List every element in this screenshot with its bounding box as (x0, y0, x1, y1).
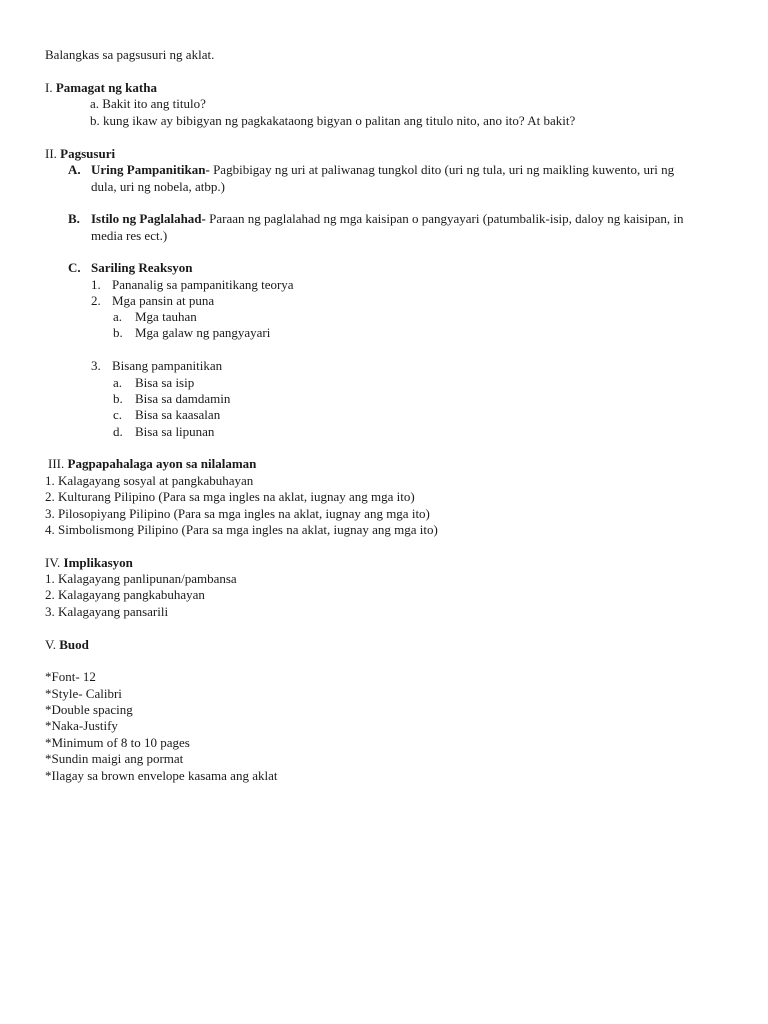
document-title: Balangkas sa pagsusuri ng aklat. (45, 47, 215, 62)
sub-list-item (113, 391, 230, 407)
list-item (91, 358, 222, 374)
section-3-item: 4. Simbolismong Pilipino (Para sa mga ingles na aklat, iugnay ang mga ito) (45, 522, 438, 537)
item-a-title: Uring Pampanitikan- (91, 162, 210, 177)
sub-list-marker: a. (113, 309, 123, 324)
list-marker: 3. (91, 358, 101, 373)
sub-list-text: Bisa sa damdamin (135, 391, 231, 406)
section-1-item: a. Bakit ito ang titulo? (90, 96, 206, 111)
note-line: *Style- Calibri (45, 686, 122, 701)
item-b-marker: B. (68, 211, 80, 226)
section-5-heading (45, 637, 89, 653)
list-marker: 2. (91, 293, 101, 308)
note-line: *Font- 12 (45, 669, 96, 684)
item-a-marker: A. (68, 162, 81, 177)
sub-list-item (113, 424, 214, 440)
sub-list-text: Mga galaw ng pangyayari (135, 325, 271, 340)
item-b-line-2: media res ect.) (91, 228, 168, 243)
sub-list-text: Bisa sa kaasalan (135, 407, 221, 422)
section-1-title: Pamagat ng katha (55, 80, 157, 95)
section-2-title: Pagsusuri (60, 146, 116, 161)
item-a-line-1 (91, 162, 674, 178)
item-a-line-2: dula, uri ng nobela, atbp.) (91, 179, 225, 194)
section-5-title: Buod (59, 637, 89, 652)
sub-list-item (113, 407, 220, 423)
section-2-number: II. (45, 146, 57, 161)
sub-list-text: Bisa sa lipunan (135, 424, 215, 439)
section-3-heading (48, 456, 256, 472)
sub-list-item (113, 375, 194, 391)
item-b-text: Paraan ng paglalahad ng mga kaisipan o pangyayari (patumbalik-isip, daloy ng kaisipan, in (205, 211, 684, 226)
section-3-item: 3. Pilosopiyang Pilipino (Para sa mga ingles na aklat, iugnay ang mga ito) (45, 506, 430, 521)
section-4-title: Implikasyon (63, 555, 133, 570)
sub-list-marker: d. (113, 424, 123, 439)
section-1-number: I. (45, 80, 53, 95)
section-4-item: 1. Kalagayang panlipunan/pambansa (45, 571, 237, 586)
section-1-item: b. kung ikaw ay bibigyan ng pagkakataong bigyan o palitan ang titulo nito, ano ito? At bakit? (90, 113, 576, 128)
section-3-item: 2. Kulturang Pilipino (Para sa mga ingles na aklat, iugnay ang mga ito) (45, 489, 415, 504)
sub-list-text: Bisa sa isip (135, 375, 195, 390)
section-3-number: III. (48, 456, 65, 471)
item-c-marker: C. (68, 260, 81, 275)
sub-list-item (113, 309, 197, 325)
note-line: *Ilagay sa brown envelope kasama ang aklat (45, 768, 278, 783)
note-line: *Minimum of 8 to 10 pages (45, 735, 190, 750)
sub-list-marker: b. (113, 391, 123, 406)
section-4-heading (45, 555, 133, 571)
list-item (91, 293, 214, 309)
sub-list-marker: c. (113, 407, 123, 422)
section-5-number: V. (45, 637, 56, 652)
section-4-number: IV. (45, 555, 61, 570)
note-line: *Naka-Justify (45, 718, 118, 733)
list-text: Bisang pampanitikan (112, 358, 223, 373)
section-4-item: 2. Kalagayang pangkabuhayan (45, 587, 205, 602)
section-1-heading (45, 80, 157, 96)
sub-list-text: Mga tauhan (135, 309, 197, 324)
section-4-item: 3. Kalagayang pansarili (45, 604, 169, 619)
list-text: Mga pansin at puna (112, 293, 215, 308)
sub-list-item (113, 325, 270, 341)
item-a-text: Pagbibigay ng uri at paliwanag tungkol dito (uri ng tula, uri ng maikling kuwento, uri ng (209, 162, 675, 177)
item-b-title: Istilo ng Paglalahad- (91, 211, 206, 226)
note-line: *Sundin maigi ang pormat (45, 751, 184, 766)
sub-list-marker: a. (113, 375, 123, 390)
list-marker: 1. (91, 277, 101, 292)
section-2-heading (45, 146, 115, 162)
item-b-line-1 (91, 211, 683, 227)
list-item (91, 277, 294, 293)
list-text: Pananalig sa pampanitikang teorya (112, 277, 294, 292)
sub-list-marker: b. (113, 325, 123, 340)
item-c-title: Sariling Reaksyon (91, 260, 193, 275)
section-3-title: Pagpapahalaga ayon sa nilalaman (67, 456, 257, 471)
note-line: *Double spacing (45, 702, 133, 717)
section-3-item: 1. Kalagayang sosyal at pangkabuhayan (45, 473, 254, 488)
